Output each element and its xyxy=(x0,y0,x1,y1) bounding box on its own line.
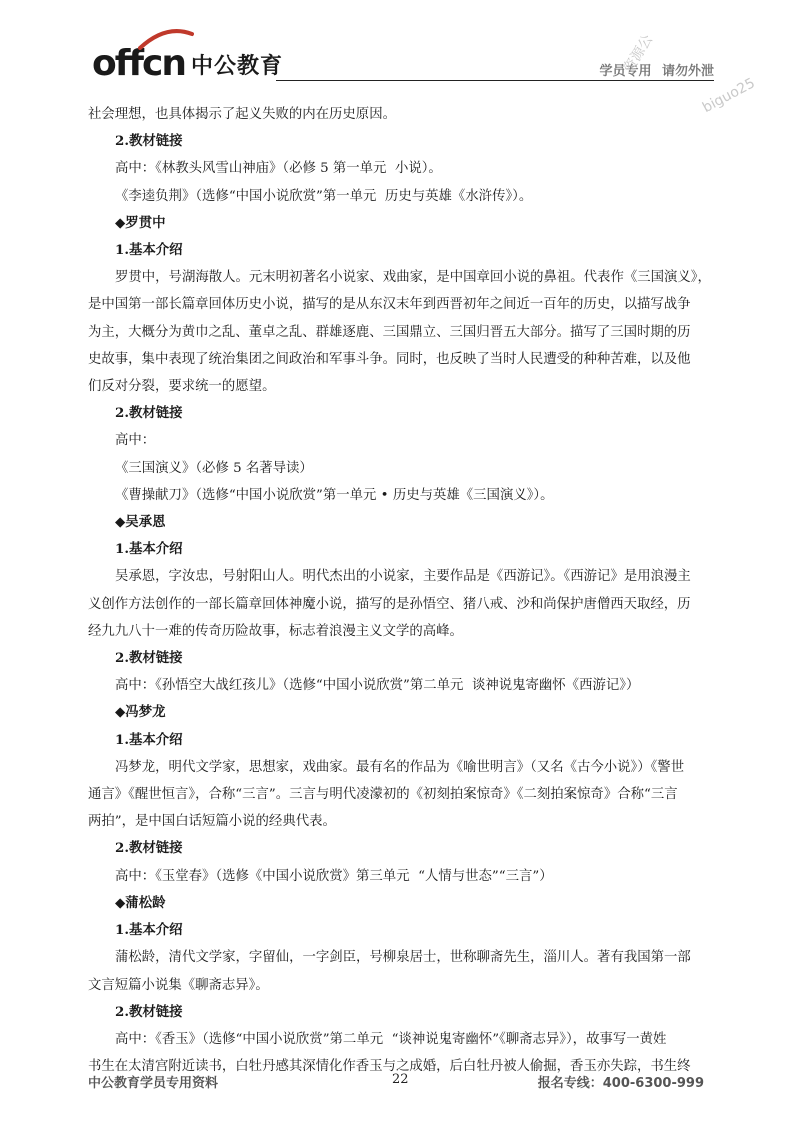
page-number: 22 xyxy=(392,1072,409,1087)
section-heading: 2.教材链接 xyxy=(115,1003,183,1020)
section-heading: 1.基本介绍 xyxy=(115,242,183,259)
body-line: 两拍”，是中国白话短篇小说的经典代表。 xyxy=(88,814,336,830)
body-line: 冯梦龙，明代文学家，思想家，戏曲家。最有名的作品为《喻世明言》（又名《古今小说》）《警世 xyxy=(115,759,685,775)
section-heading: ◆冯梦龙 xyxy=(115,704,166,721)
section-heading: 1.基本介绍 xyxy=(115,922,183,939)
body-line: 《曹操献刀》（选修“中国小说欣赏”第一单元 • 历史与英雄《三国演义》）。 xyxy=(115,487,554,503)
watermark-text-1: 资源公 xyxy=(620,31,657,77)
body-line: 蒲松龄，清代文学家，字留仙，一字剑臣，号柳泉居士，世称聊斋先生，淄川人。著有我国第一部 xyxy=(115,950,691,966)
body-line: 史故事，集中表现了统治集团之间政治和军事斗争。同时，也反映了当时人民遭受的种种苦难，以及他 xyxy=(88,351,691,367)
body-line: 文言短篇小说集《聊斋志异》。 xyxy=(88,977,269,993)
section-heading: ◆蒲松龄 xyxy=(115,894,166,911)
logo-wordmark: offcn xyxy=(92,43,186,84)
body-line: 书生在太清宫附近读书，白牡丹感其深情化作香玉与之成婚，后白牡丹被人偷掘，香玉亦失踪，书生终 xyxy=(88,1059,691,1075)
body-line: 吴承恩，字汝忠，号射阳山人。明代杰出的小说家，主要作品是《西游记》。《西游记》是用浪漫主 xyxy=(115,569,691,585)
section-heading: ◆罗贯中 xyxy=(115,214,166,231)
body-line: 《李逵负荆》（选修“中国小说欣赏”第一单元 历史与英雄《水浒传》）。 xyxy=(115,188,533,204)
watermark-text-2: biguo25 xyxy=(700,75,758,117)
section-heading: ◆吴承恩 xyxy=(115,514,166,531)
header-tagline: 学员专用 请勿外泄 xyxy=(599,64,714,79)
body-line: 高中：《林教头风雪山神庙》（必修 5 第一单元 小说）。 xyxy=(115,161,442,177)
body-line: 社会理想，也具体揭示了起义失败的内在历史原因。 xyxy=(88,107,396,122)
section-heading: 2.教材链接 xyxy=(115,133,183,150)
body-line: 通言》《醒世恒言》，合称“三言”。三言与明代凌濛初的《初刻拍案惊奇》《二刻拍案惊奇》合称“三言 xyxy=(88,787,678,803)
footer-hotline: 报名专线：400-6300-999 xyxy=(537,1076,704,1091)
section-heading: 2.教材链接 xyxy=(115,650,183,667)
page-footer xyxy=(0,1072,800,1092)
section-heading: 2.教材链接 xyxy=(115,405,183,422)
body-line: 为主，大概分为黄巾之乱、董卓之乱、群雄逐鹿、三国鼎立、三国归晋五大部分。描写了三国时期的历 xyxy=(88,324,691,340)
body-line: 《三国演义》（必修 5 名著导读） xyxy=(115,460,313,476)
section-heading: 1.基本介绍 xyxy=(115,731,183,748)
body-line: 高中：《孙悟空大战红孩儿》（选修“中国小说欣赏”第二单元 谈神说鬼寄幽怀《西游记》） xyxy=(115,678,640,694)
section-heading: 1.基本介绍 xyxy=(115,541,183,558)
body-line: 们反对分裂，要求统一的愿望。 xyxy=(88,379,276,395)
body-line: 罗贯中，号湖海散人。元末明初著名小说家、戏曲家，是中国章回小说的鼻祖。代表作《三国演义》， xyxy=(115,270,711,286)
header-divider xyxy=(276,80,714,81)
section-heading: 2.教材链接 xyxy=(115,840,183,857)
footer-label: 中公教育学员专用资料 xyxy=(88,1076,219,1091)
offcn-logo xyxy=(92,38,283,82)
logo-swoosh-icon xyxy=(138,28,194,50)
body-line: 义创作方法创作的一部长篇章回体神魔小说，描写的是孙悟空、猪八戒、沙和尚保护唐僧西天取经，历 xyxy=(88,596,691,612)
body-line: 高中： xyxy=(115,433,156,449)
body-line: 是中国第一部长篇章回体历史小说，描写的是从东汉末年到西晋初年之间近一百年的历史，以描写战争 xyxy=(88,297,691,313)
logo-chinese-name: 中公教育 xyxy=(191,54,284,79)
body-line: 经九九八十一难的传奇历险故事，标志着浪漫主义文学的高峰。 xyxy=(88,623,463,639)
body-line: 高中：《香玉》（选修“中国小说欣赏”第二单元 “谈神说鬼寄幽怀”《聊斋志异》），故事写一黄姓 xyxy=(115,1031,667,1047)
body-line: 高中：《玉堂春》（选修《中国小说欣赏》第三单元 “人情与世态”“三言”） xyxy=(115,868,553,884)
document-body xyxy=(88,101,716,1080)
